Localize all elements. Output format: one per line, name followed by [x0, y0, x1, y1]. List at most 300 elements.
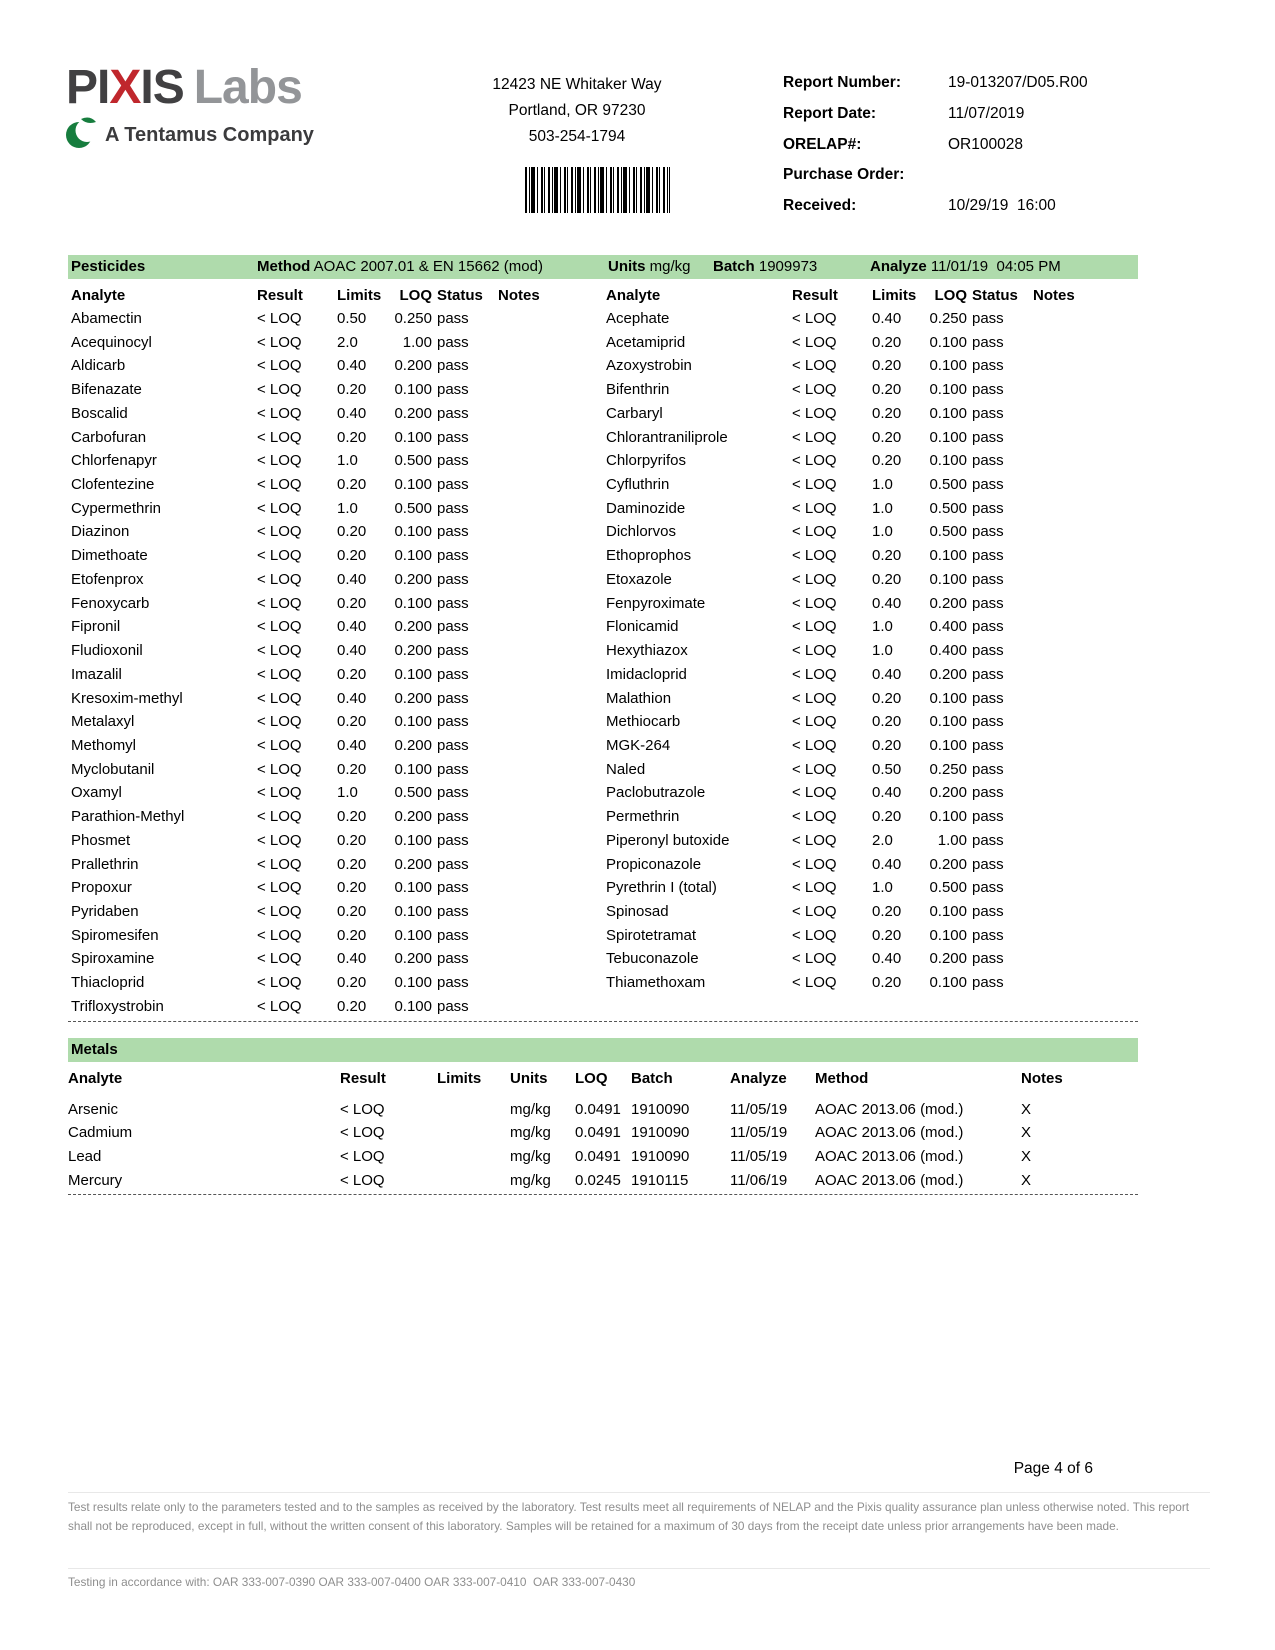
analyte-cell: Carbaryl	[606, 404, 663, 422]
result-cell: < LOQ	[257, 689, 302, 707]
address-line3: 503-254-1794	[528, 128, 626, 145]
result-cell: < LOQ	[792, 357, 837, 375]
loq-cell: 0.0245	[575, 1171, 621, 1189]
result-cell: < LOQ	[257, 808, 302, 826]
pesticide-row	[606, 947, 1138, 971]
analyte-cell: Kresoxim-methyl	[71, 689, 183, 707]
status-cell: pass	[972, 665, 1004, 683]
analyte-cell: Tebuconazole	[606, 950, 699, 968]
loq-cell: 0.100	[929, 974, 967, 992]
analyte-cell: Imidacloprid	[606, 665, 687, 683]
loq-cell: 0.100	[394, 926, 432, 944]
metal-row	[68, 1121, 1138, 1145]
status-cell: pass	[972, 570, 1004, 588]
loq-cell: 0.200	[929, 784, 967, 802]
limits-cell: 0.20	[337, 760, 367, 778]
address-line1: 12423 NE Whitaker Way	[492, 76, 662, 93]
lab-address	[452, 72, 702, 150]
loq-cell: 0.200	[394, 618, 432, 636]
analyze-header: Analyze	[730, 1069, 787, 1087]
pesticides-right-column	[600, 307, 1138, 1019]
notes-cell	[498, 734, 600, 758]
limits-header: Limits	[437, 1069, 482, 1087]
pesticide-row	[606, 900, 1138, 924]
limits-cell: 1.0	[337, 452, 358, 470]
result-cell: < LOQ	[792, 926, 837, 944]
notes-cell	[1033, 971, 1138, 995]
limits-cell: 0.40	[337, 618, 367, 636]
status-cell: pass	[437, 499, 469, 517]
status-cell: pass	[972, 428, 1004, 446]
batch-value: 1909973	[758, 258, 818, 275]
analyte-cell: Cypermethrin	[71, 499, 162, 517]
method-value: AOAC 2007.01 & EN 15662 (mod)	[313, 258, 543, 275]
result-cell: < LOQ	[257, 428, 302, 446]
notes-cell	[498, 402, 600, 426]
pesticide-row	[606, 331, 1138, 355]
notes-cell	[1033, 876, 1138, 900]
result-cell: < LOQ	[257, 404, 302, 422]
pesticide-row	[71, 615, 600, 639]
pesticide-row	[606, 378, 1138, 402]
pesticide-row	[606, 758, 1138, 782]
logo-pixis-x: X	[109, 61, 141, 114]
analyte-cell: Trifloxystrobin	[71, 997, 164, 1015]
loq-cell: 0.100	[929, 333, 967, 351]
pesticide-row	[71, 473, 600, 497]
units-cell: mg/kg	[510, 1171, 551, 1189]
analyte-header: Analyte	[606, 287, 661, 304]
pesticide-row	[71, 639, 600, 663]
notes-cell	[1033, 592, 1138, 616]
notes-cell	[1033, 331, 1138, 355]
limits-cell: 0.20	[337, 879, 367, 897]
status-header: Status	[972, 287, 1018, 304]
limits-cell: 0.20	[872, 736, 902, 754]
analyte-cell: Hexythiazox	[606, 642, 688, 660]
analyte-cell: Paclobutrazole	[606, 784, 706, 802]
analyte-cell: Oxamyl	[71, 784, 122, 802]
analyze-cell: 11/05/19	[730, 1100, 788, 1118]
analyte-cell: Arsenic	[68, 1100, 119, 1118]
result-cell: < LOQ	[792, 452, 837, 470]
pesticide-row	[71, 758, 600, 782]
result-cell: < LOQ	[257, 713, 302, 731]
notes-cell	[498, 829, 600, 853]
notes-cell	[1033, 710, 1138, 734]
loq-cell: 0.100	[929, 713, 967, 731]
units-header: Units	[510, 1069, 548, 1087]
analyte-cell: Cyfluthrin	[606, 476, 670, 494]
status-cell: pass	[437, 381, 469, 399]
method-cell: AOAC 2013.06 (mod.)	[815, 1148, 964, 1165]
status-cell: pass	[437, 879, 469, 897]
analyte-cell: Fipronil	[71, 618, 121, 636]
notes-cell	[1033, 805, 1138, 829]
analyte-cell: Chlorantraniliprole	[606, 428, 728, 446]
loq-cell: 0.100	[929, 689, 967, 707]
analyte-cell: Bifenthrin	[606, 381, 670, 399]
footer-disclaimer: Test results relate only to the parameters tested and to the samples as received by the laboratory. Test results meet all requirements of NELAP and the Pixis quality assurance plan unless otherwise noted. This report shall not be reproduced, except in full, without the written consent of this laboratory. Samples will be retained for a maximum of 30 days from the receipt date unless prior arrangements have been made.	[68, 1492, 1210, 1536]
analyte-cell: Dichlorvos	[606, 523, 677, 541]
logo-pixis-pi: PI	[66, 61, 110, 114]
status-cell: pass	[437, 902, 469, 920]
notes-cell	[1033, 781, 1138, 805]
loq-cell: 0.200	[394, 642, 432, 660]
pesticide-row	[606, 853, 1138, 877]
received-row	[783, 191, 1203, 222]
orelap-label: ORELAP#:	[783, 135, 862, 153]
orelap-value: OR100028	[948, 135, 1023, 153]
notes-cell	[498, 710, 600, 734]
status-cell: pass	[972, 404, 1004, 422]
units-cell: mg/kg	[510, 1100, 551, 1118]
analyte-header: Analyte	[68, 1069, 123, 1087]
method-cell: AOAC 2013.06 (mod.)	[815, 1171, 964, 1189]
pesticides-batch	[713, 255, 817, 279]
result-cell: < LOQ	[792, 831, 837, 849]
loq-cell: 0.100	[929, 452, 967, 470]
notes-cell	[498, 900, 600, 924]
notes-cell	[498, 307, 600, 331]
limits-cell: 0.20	[337, 902, 367, 920]
limits-cell: 0.40	[337, 642, 367, 660]
result-cell: < LOQ	[257, 642, 302, 660]
analyte-cell: Acetamiprid	[606, 333, 686, 351]
result-cell: < LOQ	[257, 357, 302, 375]
pesticide-row	[606, 805, 1138, 829]
result-header: Result	[340, 1069, 386, 1087]
pesticide-row	[71, 378, 600, 402]
loq-cell: 0.200	[929, 950, 967, 968]
pesticide-row	[606, 639, 1138, 663]
units-cell: mg/kg	[510, 1148, 551, 1165]
analyte-cell: Parathion-Methyl	[71, 808, 185, 826]
notes-cell	[498, 971, 600, 995]
loq-cell: 0.200	[394, 570, 432, 588]
notes-cell	[1033, 663, 1138, 687]
analyte-cell: Clofentezine	[71, 476, 155, 494]
limits-cell: 0.20	[872, 452, 902, 470]
status-cell: pass	[972, 642, 1004, 660]
loq-cell: 0.100	[394, 523, 432, 541]
analyte-cell: Spinosad	[606, 902, 669, 920]
analyte-cell: Mercury	[68, 1171, 123, 1189]
report-date-row	[783, 99, 1203, 130]
loq-header: LOQ	[575, 1069, 608, 1087]
limits-cell: 1.0	[337, 784, 358, 802]
limits-cell: 0.20	[337, 381, 367, 399]
result-cell: < LOQ	[792, 642, 837, 660]
pesticides-column-headers	[68, 279, 1138, 307]
result-cell: < LOQ	[792, 404, 837, 422]
pesticide-row	[606, 473, 1138, 497]
status-cell: pass	[437, 784, 469, 802]
logo-tagline: A Tentamus Company	[105, 123, 314, 146]
result-cell: < LOQ	[792, 736, 837, 754]
status-cell: pass	[437, 357, 469, 375]
notes-cell	[498, 544, 600, 568]
batch-cell: 1910090	[631, 1100, 690, 1118]
loq-cell: 0.100	[394, 547, 432, 565]
result-cell: < LOQ	[792, 333, 837, 351]
loq-cell: 0.400	[929, 642, 967, 660]
loq-cell: 0.100	[394, 713, 432, 731]
pesticide-row	[606, 544, 1138, 568]
analyze-cell: 11/06/19	[730, 1171, 788, 1189]
loq-cell: 0.100	[394, 879, 432, 897]
limits-cell: 0.20	[872, 404, 902, 422]
received-label: Received:	[783, 197, 857, 215]
loq-cell: 0.100	[929, 808, 967, 826]
loq-cell: 0.250	[929, 760, 967, 778]
pesticide-row	[71, 829, 600, 853]
analyte-cell: Cadmium	[68, 1124, 133, 1142]
limits-cell	[437, 1145, 510, 1169]
notes-cell	[498, 924, 600, 948]
pesticide-row	[71, 592, 600, 616]
result-cell: < LOQ	[257, 570, 302, 588]
pesticide-row	[606, 876, 1138, 900]
pesticide-row	[71, 520, 600, 544]
result-cell: < LOQ	[792, 808, 837, 826]
status-cell: pass	[972, 357, 1004, 375]
notes-cell	[498, 876, 600, 900]
limits-cell: 0.20	[337, 808, 367, 826]
loq-cell: 0.100	[394, 476, 432, 494]
units-cell: mg/kg	[510, 1124, 551, 1142]
notes-cell	[1033, 687, 1138, 711]
report-number-row	[783, 68, 1203, 99]
limits-cell: 0.20	[872, 808, 902, 826]
notes-cell	[498, 639, 600, 663]
notes-cell	[498, 947, 600, 971]
result-cell: < LOQ	[792, 902, 837, 920]
pesticide-row	[606, 426, 1138, 450]
loq-cell: 0.200	[394, 736, 432, 754]
pesticides-left-header	[68, 285, 600, 307]
pesticide-row	[71, 449, 600, 473]
method-label: Method	[257, 258, 311, 275]
result-cell: < LOQ	[792, 310, 837, 327]
limits-cell: 1.0	[872, 642, 893, 660]
analyte-cell: Etofenprox	[71, 570, 144, 588]
notes-cell	[1033, 378, 1138, 402]
report-date-value: 11/07/2019	[948, 104, 1025, 122]
analyte-cell: Imazalil	[71, 665, 122, 683]
notes-cell	[1033, 615, 1138, 639]
notes-cell	[498, 758, 600, 782]
analyte-cell: Pyrethrin I (total)	[606, 879, 717, 897]
batch-cell: 1910115	[631, 1171, 689, 1189]
result-cell: < LOQ	[257, 452, 302, 470]
limits-header: Limits	[872, 287, 917, 304]
notes-cell	[498, 568, 600, 592]
pesticide-row	[71, 402, 600, 426]
limits-cell: 0.40	[872, 950, 902, 968]
loq-cell: 0.200	[394, 855, 432, 873]
result-cell: < LOQ	[257, 523, 302, 541]
limits-cell: 1.0	[337, 499, 358, 517]
pesticide-row	[71, 853, 600, 877]
pixis-labs-logo	[66, 62, 314, 154]
status-cell: pass	[972, 713, 1004, 731]
loq-cell: 0.100	[929, 547, 967, 565]
status-cell: pass	[437, 808, 469, 826]
notes-cell	[498, 805, 600, 829]
result-cell: < LOQ	[257, 926, 302, 944]
status-cell: pass	[972, 736, 1004, 754]
limits-cell: 0.20	[337, 428, 367, 446]
pesticide-row	[71, 426, 600, 450]
result-cell: < LOQ	[792, 381, 837, 399]
notes-cell	[1033, 758, 1138, 782]
limits-cell: 0.20	[337, 665, 367, 683]
loq-cell: 0.100	[394, 831, 432, 849]
loq-cell: 1.00	[937, 831, 967, 849]
result-cell: < LOQ	[792, 760, 837, 778]
pesticide-row	[71, 663, 600, 687]
notes-cell	[1033, 924, 1138, 948]
loq-cell: 0.200	[394, 404, 432, 422]
pesticide-row	[606, 924, 1138, 948]
analyte-cell: Methomyl	[71, 736, 137, 754]
notes-cell	[498, 378, 600, 402]
result-cell: < LOQ	[257, 333, 302, 351]
pesticide-row	[606, 520, 1138, 544]
notes-cell	[1033, 639, 1138, 663]
status-cell: pass	[972, 476, 1004, 494]
analyte-cell: Acephate	[606, 310, 670, 327]
status-cell: pass	[972, 333, 1004, 351]
pesticide-row	[606, 687, 1138, 711]
metal-row	[68, 1145, 1138, 1169]
limits-cell: 0.20	[337, 855, 367, 873]
limits-header: Limits	[337, 287, 382, 304]
status-cell: pass	[972, 594, 1004, 612]
status-cell: pass	[437, 736, 469, 754]
loq-cell: 0.250	[394, 310, 432, 327]
pesticide-row	[606, 971, 1138, 995]
limits-cell: 1.0	[872, 499, 893, 517]
pesticide-row	[71, 710, 600, 734]
notes-cell	[498, 995, 600, 1019]
limits-cell: 2.0	[337, 333, 358, 351]
status-cell: pass	[972, 808, 1004, 826]
pesticide-row	[71, 331, 600, 355]
notes-cell	[498, 331, 600, 355]
result-cell: < LOQ	[792, 547, 837, 565]
result-cell: < LOQ	[792, 665, 837, 683]
notes-cell	[1033, 568, 1138, 592]
notes-cell	[498, 687, 600, 711]
notes-header: Notes	[498, 287, 540, 304]
limits-cell: 0.50	[872, 760, 902, 778]
loq-cell: 0.200	[929, 855, 967, 873]
notes-cell	[1033, 734, 1138, 758]
limits-cell: 0.40	[337, 357, 367, 375]
notes-cell	[498, 449, 600, 473]
pesticide-row	[606, 449, 1138, 473]
report-info	[783, 68, 1203, 222]
status-cell: pass	[437, 950, 469, 968]
batch-cell: 1910090	[631, 1148, 690, 1165]
result-cell: < LOQ	[257, 831, 302, 849]
status-cell: pass	[437, 665, 469, 683]
status-cell: pass	[972, 831, 1004, 849]
analyte-cell: Naled	[606, 760, 646, 778]
result-cell: < LOQ	[792, 950, 837, 968]
loq-cell: 0.200	[394, 808, 432, 826]
result-cell: < LOQ	[792, 570, 837, 588]
loq-cell: 0.100	[929, 357, 967, 375]
loq-cell: 0.500	[394, 452, 432, 470]
status-cell: pass	[437, 926, 469, 944]
pesticide-row	[71, 995, 600, 1019]
status-header: Status	[437, 287, 483, 304]
pesticide-row	[606, 497, 1138, 521]
loq-cell: 0.0491	[575, 1148, 621, 1165]
status-cell: pass	[972, 618, 1004, 636]
status-cell: pass	[972, 381, 1004, 399]
analyte-cell: Thiamethoxam	[606, 974, 706, 992]
result-cell: < LOQ	[340, 1124, 385, 1142]
result-cell: < LOQ	[792, 476, 837, 494]
loq-cell: 0.500	[394, 499, 432, 517]
pesticide-row	[71, 497, 600, 521]
limits-cell: 0.40	[337, 736, 367, 754]
result-header: Result	[792, 287, 838, 304]
result-cell: < LOQ	[257, 855, 302, 873]
result-cell: < LOQ	[257, 665, 302, 683]
analyte-cell: Methiocarb	[606, 713, 681, 731]
limits-cell: 0.20	[872, 713, 902, 731]
limits-cell: 2.0	[872, 831, 893, 849]
analyte-cell: Phosmet	[71, 831, 131, 849]
limits-cell	[437, 1169, 510, 1193]
status-cell: pass	[437, 523, 469, 541]
status-cell: pass	[437, 760, 469, 778]
loq-cell: 0.100	[394, 902, 432, 920]
limits-cell: 0.20	[337, 594, 367, 612]
notes-cell: X	[1021, 1171, 1032, 1189]
section-divider	[68, 1021, 1138, 1022]
pesticide-row	[606, 592, 1138, 616]
notes-cell	[1033, 354, 1138, 378]
status-cell: pass	[437, 831, 469, 849]
analyte-cell: Daminozide	[606, 499, 686, 517]
status-cell: pass	[972, 926, 1004, 944]
notes-cell	[498, 426, 600, 450]
analyte-cell: Spiroxamine	[71, 950, 155, 968]
pesticide-row	[606, 354, 1138, 378]
loq-cell: 1.00	[402, 333, 432, 351]
batch-cell: 1910090	[631, 1124, 690, 1142]
report-number-label: Report Number:	[783, 74, 901, 91]
limits-cell: 0.40	[872, 310, 902, 327]
notes-cell	[1033, 426, 1138, 450]
pesticide-row	[606, 734, 1138, 758]
section-divider	[68, 1194, 1138, 1195]
result-cell: < LOQ	[257, 997, 302, 1015]
pesticides-method	[257, 255, 543, 279]
status-cell: pass	[972, 902, 1004, 920]
result-cell: < LOQ	[257, 950, 302, 968]
limits-cell: 1.0	[872, 879, 893, 897]
limits-cell: 0.40	[872, 784, 902, 802]
result-header: Result	[257, 287, 303, 304]
loq-cell: 0.100	[929, 428, 967, 446]
